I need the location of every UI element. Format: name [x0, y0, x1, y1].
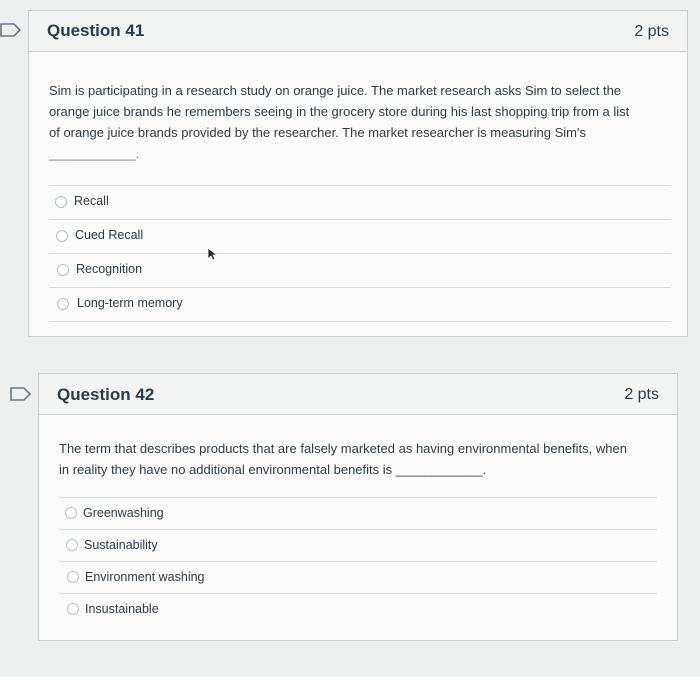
question-42-header: [39, 374, 677, 415]
answer-label: Greenwashing: [83, 506, 164, 520]
answer-option[interactable]: [59, 497, 657, 529]
answer-label: Cued Recall: [75, 228, 144, 242]
question-42-card: [38, 373, 678, 641]
answer-label: Sustainability: [84, 538, 158, 552]
radio-button[interactable]: [66, 539, 78, 551]
radio-button[interactable]: [67, 571, 79, 583]
radio-button[interactable]: [65, 507, 77, 519]
answer-label: Recognition: [76, 262, 143, 276]
question-42-flag-icon[interactable]: [10, 386, 34, 402]
radio-button[interactable]: [57, 264, 69, 276]
answer-option[interactable]: [49, 185, 671, 219]
radio-button[interactable]: [56, 230, 68, 242]
question-41-answers: [49, 185, 671, 321]
question-41-title: Question 41: [47, 21, 145, 40]
radio-button[interactable]: [67, 603, 79, 615]
mouse-pointer-icon: [207, 247, 219, 266]
question-42-text-line: in reality they have no additional environmental benefits is ____________.: [59, 462, 487, 477]
question-41-text-line: orange juice brands he remembers seeing in the grocery store during his last shopping trip from a list: [49, 104, 630, 119]
answer-label: Long-term memory: [77, 296, 183, 310]
question-41-text-line: of orange juice brands provided by the researcher. The market researcher is measuring Sim's: [49, 125, 586, 140]
question-41-flag-icon[interactable]: [0, 22, 24, 38]
answer-option[interactable]: [59, 529, 657, 561]
question-42-title: Question 42: [57, 385, 155, 404]
answer-option[interactable]: [49, 219, 671, 253]
answer-option[interactable]: [59, 593, 657, 625]
answer-option[interactable]: [49, 253, 671, 287]
answer-label: Insustainable: [85, 602, 159, 616]
question-41-text-line: Sim is participating in a research study on orange juice. The market research asks Sim to select the: [49, 83, 622, 98]
question-41-card: [28, 10, 688, 337]
question-42-text-line: The term that describes products that are falsely marketed as having environmental benefits, when: [59, 441, 627, 456]
question-41-points: 2 pts: [634, 23, 669, 40]
answer-label: Recall: [74, 194, 109, 208]
question-41-text: [49, 80, 679, 164]
question-41-header: [29, 11, 687, 52]
answer-option[interactable]: [49, 287, 671, 322]
question-41-text-line: ____________.: [49, 146, 140, 161]
question-42-points: 2 pts: [624, 386, 659, 403]
question-42-answers: [59, 497, 657, 627]
answer-label: Environment washing: [85, 570, 205, 584]
question-42-text: [59, 438, 669, 480]
radio-button[interactable]: [57, 298, 69, 310]
answer-option[interactable]: [59, 561, 657, 593]
radio-button[interactable]: [55, 196, 67, 208]
